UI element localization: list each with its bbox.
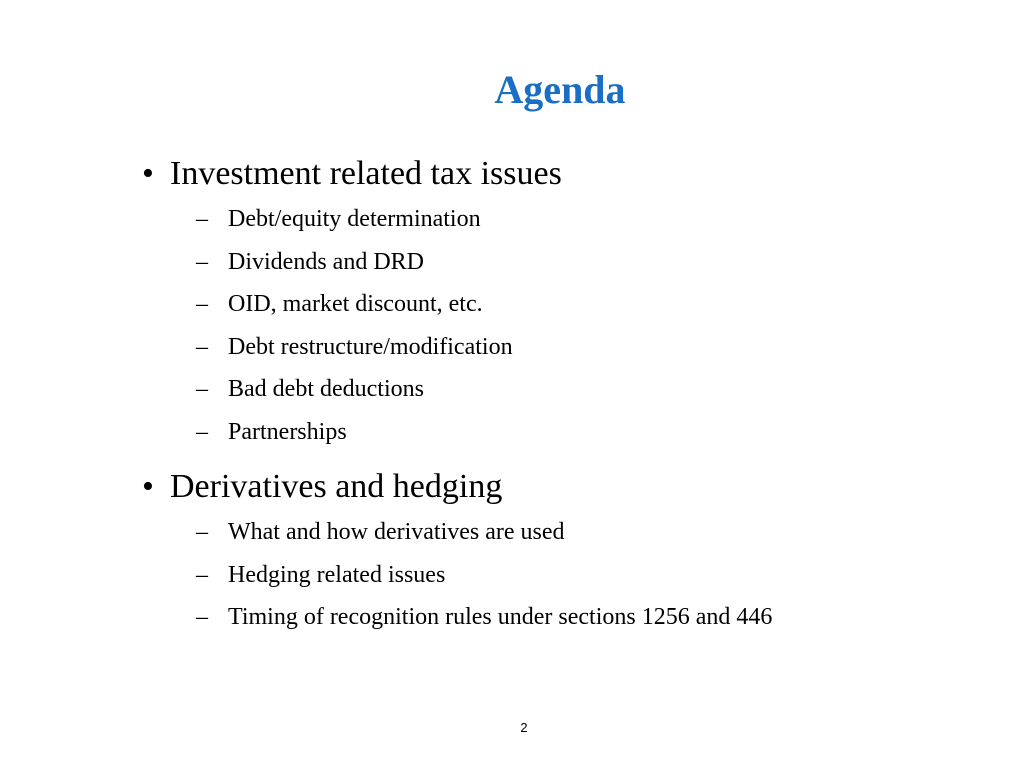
agenda-bullet-text: Investment related tax issues (170, 155, 562, 192)
agenda-section-derivatives (142, 463, 1002, 639)
agenda-sub-list (142, 198, 1002, 453)
agenda-sub-item (142, 198, 1002, 241)
dash-icon: – (196, 519, 208, 545)
page-number: 2 (520, 720, 528, 735)
agenda-sub-item (142, 368, 1002, 411)
dash-icon: – (196, 418, 208, 445)
agenda-sub-item (142, 554, 1002, 597)
agenda-sub-item (142, 596, 1002, 639)
agenda-sub-item-text: Partnerships (228, 418, 347, 445)
bullet-icon: • (142, 468, 154, 505)
agenda-sub-item-text: OID, market discount, etc. (228, 291, 483, 317)
agenda-sub-item (142, 411, 1002, 454)
agenda-sub-item-text: What and how derivatives are used (228, 519, 565, 545)
agenda-bullet-text: Derivatives and hedging (170, 468, 503, 505)
dash-icon: – (196, 291, 208, 317)
agenda-bullet (142, 463, 1002, 511)
agenda-sub-item (142, 326, 1002, 369)
agenda-sub-list (142, 511, 1002, 639)
dash-icon: – (196, 248, 208, 275)
agenda-sub-item (142, 241, 1002, 284)
dash-icon: – (196, 376, 208, 402)
agenda-sub-item-text: Dividends and DRD (228, 248, 424, 275)
agenda-sub-item-text: Bad debt deductions (228, 376, 424, 402)
bullet-icon: • (142, 155, 154, 192)
dash-icon: – (196, 604, 208, 630)
dash-icon: – (196, 333, 208, 360)
agenda-sub-item-text: Debt restructure/modification (228, 333, 513, 360)
dash-icon: – (196, 561, 208, 588)
agenda-sub-item (142, 283, 1002, 326)
agenda-content (142, 150, 1002, 639)
dash-icon: – (196, 206, 208, 232)
agenda-sub-item-text: Timing of recognition rules under sections 1256 and 446 (228, 604, 773, 630)
agenda-section-investment (142, 150, 1002, 453)
slide-title: Agenda (494, 67, 626, 112)
agenda-bullet (142, 150, 1002, 198)
agenda-sub-item-text: Hedging related issues (228, 561, 446, 588)
agenda-sub-item-text: Debt/equity determination (228, 206, 481, 232)
agenda-sub-item (142, 511, 1002, 554)
